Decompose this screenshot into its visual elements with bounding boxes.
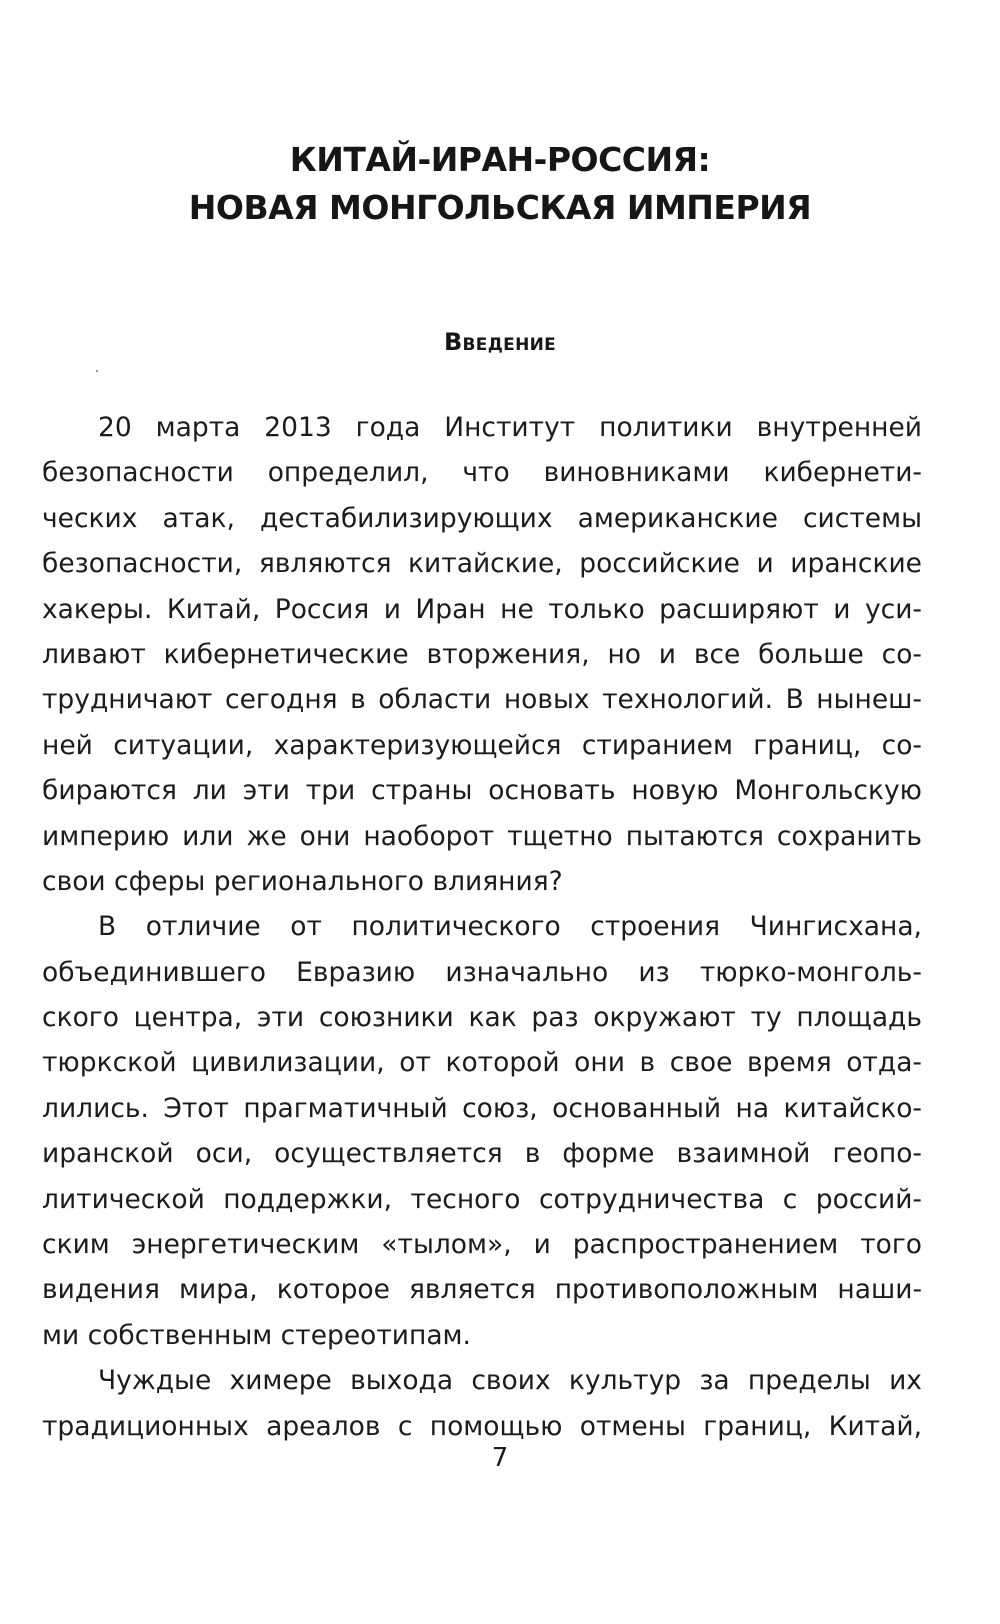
body-line: Чуждые химере выхода своих культур за пределы их [98,1365,922,1397]
print-speck [96,370,98,372]
body-line: ней ситуации, характеризующейся стиранием границ, со- [42,729,922,761]
body-line: объединившего Евразию изначально из тюрко-монголь- [42,956,922,988]
body-line: империю или же они наоборот тщетно пытаются сохранить [42,820,922,852]
body-line: лились. Этот прагматичный союз, основанный на китайско- [42,1092,922,1124]
body-line: ским энергетическим «тылом», и распространением того [42,1229,922,1261]
body-line: трудничают сегодня в области новых технологий. В нынеш- [42,684,922,716]
section-title: Введение [443,328,557,356]
body-text [42,405,922,1449]
chapter-title-line-1: КИТАЙ-ИРАН-РОССИЯ: [289,140,711,179]
body-line: 20 марта 2013 года Институт политики внутренней [98,412,922,443]
body-line: традиционных ареалов с помощью отмены границ, Китай, [42,1410,922,1442]
body-line: свои сферы регионального влияния? [42,865,563,897]
body-line: видения мира, которое является противоположным наши- [42,1274,922,1306]
body-line: бираются ли эти три страны основать новую Монгольскую [42,775,922,807]
body-line: тюркской цивилизации, от которой они в свое время отда- [42,1047,922,1079]
body-line: ского центра, эти союзники как раз окружают ту площадь [42,1002,922,1034]
body-line: ми собственным стереотипам. [42,1319,471,1351]
chapter-title [0,136,1000,232]
page-number: 7 [491,1443,509,1473]
body-line: иранской оси, осуществляется в форме взаимной геопо- [42,1138,922,1170]
body-line: ческих атак, дестабилизирующих американские системы [42,502,922,534]
body-line: В отличие от политического строения Чингисхана, [98,911,922,943]
body-line: хакеры. Китай, Россия и Иран не только расширяют и уси- [42,593,922,625]
body-line: литической поддержки, тесного сотрудничества с россий- [42,1183,922,1215]
body-line: безопасности, являются китайские, российские и иранские [42,548,922,580]
body-line: ливают кибернетические вторжения, но и все больше со- [42,638,922,670]
body-line: безопасности определил, что виновниками кибернети- [42,457,922,489]
chapter-title-line-2: НОВАЯ МОНГОЛЬСКАЯ ИМПЕРИЯ [188,188,812,227]
